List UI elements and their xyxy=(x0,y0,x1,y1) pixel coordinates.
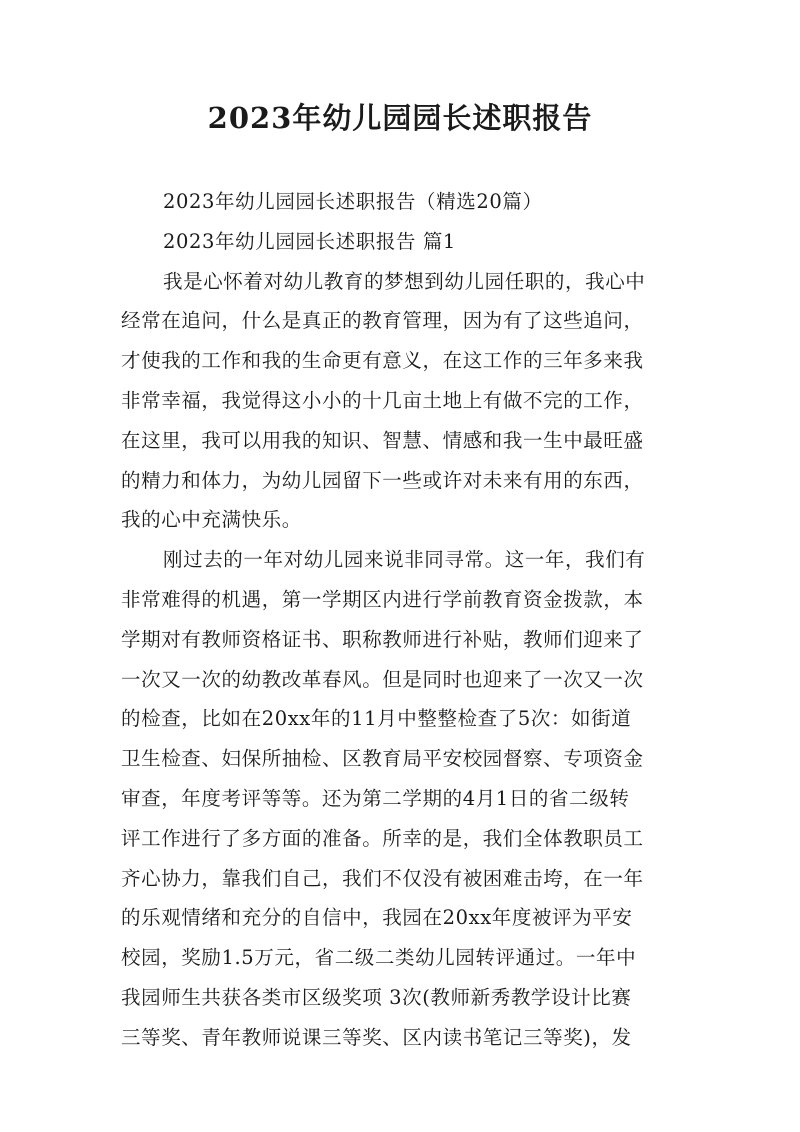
text-line: 才使我的工作和我的生命更有意义，在这工作的三年多来我 xyxy=(121,349,644,373)
text-line: 学期对有教师资格证书、职称教师进行补贴，教师们迎来了 xyxy=(121,627,644,651)
text-line: 非常难得的机遇，第一学期区内进行学前教育资金拨款，本 xyxy=(121,587,644,611)
text-line: 校园，奖励1.5万元，省二级二类幼儿园转评通过。一年中 xyxy=(121,946,637,970)
text-line: 经常在追问，什么是真正的教育管理，因为有了这些追问， xyxy=(121,309,644,333)
text-line: 在这里，我可以用我的知识、智慧、情感和我一生中最旺盛 xyxy=(121,428,644,452)
text-line: 我是心怀着对幼儿教育的梦想到幼儿园任职的，我心中 xyxy=(163,269,646,293)
document-title: 2023年幼儿园园长述职报告 xyxy=(207,101,593,135)
text-line: 非常幸福，我觉得这小小的十几亩土地上有做不完的工作， xyxy=(121,388,644,412)
text-line: 的检查，比如在20xx年的11月中整整检查了5次：如街道 xyxy=(121,707,632,731)
text-line: 2023年幼儿园园长述职报告 篇1 xyxy=(163,229,456,253)
text-line: 我园师生共获各类市区级奖项 3次(教师新秀教学设计比赛 xyxy=(121,985,632,1009)
text-line: 齐心协力，靠我们自己，我们不仅没有被困难击垮，在一年 xyxy=(121,866,644,890)
text-line: 的乐观情绪和充分的自信中，我园在20xx年度被评为平安 xyxy=(121,906,633,930)
text-line: 审查，年度考评等等。还为第二学期的4月1日的省二级转 xyxy=(121,786,630,810)
text-line: 我的心中充满快乐。 xyxy=(121,508,302,532)
text-line: 2023年幼儿园园长述职报告（精选20篇） xyxy=(163,190,543,213)
text-line: 卫生检查、妇保所抽检、区教育局平安校园督察、专项资金 xyxy=(121,747,644,771)
text-line: 三等奖、青年教师说课三等奖、区内读书笔记三等奖)，发 xyxy=(121,1025,632,1049)
text-line: 一次又一次的幼教改革春风。但是同时也迎来了一次又一次 xyxy=(121,667,644,691)
text-line: 评工作进行了多方面的准备。所幸的是，我们全体教职员工 xyxy=(121,826,644,850)
text-line: 的精力和体力，为幼儿园留下一些或许对未来有用的东西， xyxy=(121,468,644,492)
document-body xyxy=(121,182,681,1058)
text-line: 刚过去的一年对幼儿园来说非同寻常。这一年，我们有 xyxy=(163,548,646,572)
